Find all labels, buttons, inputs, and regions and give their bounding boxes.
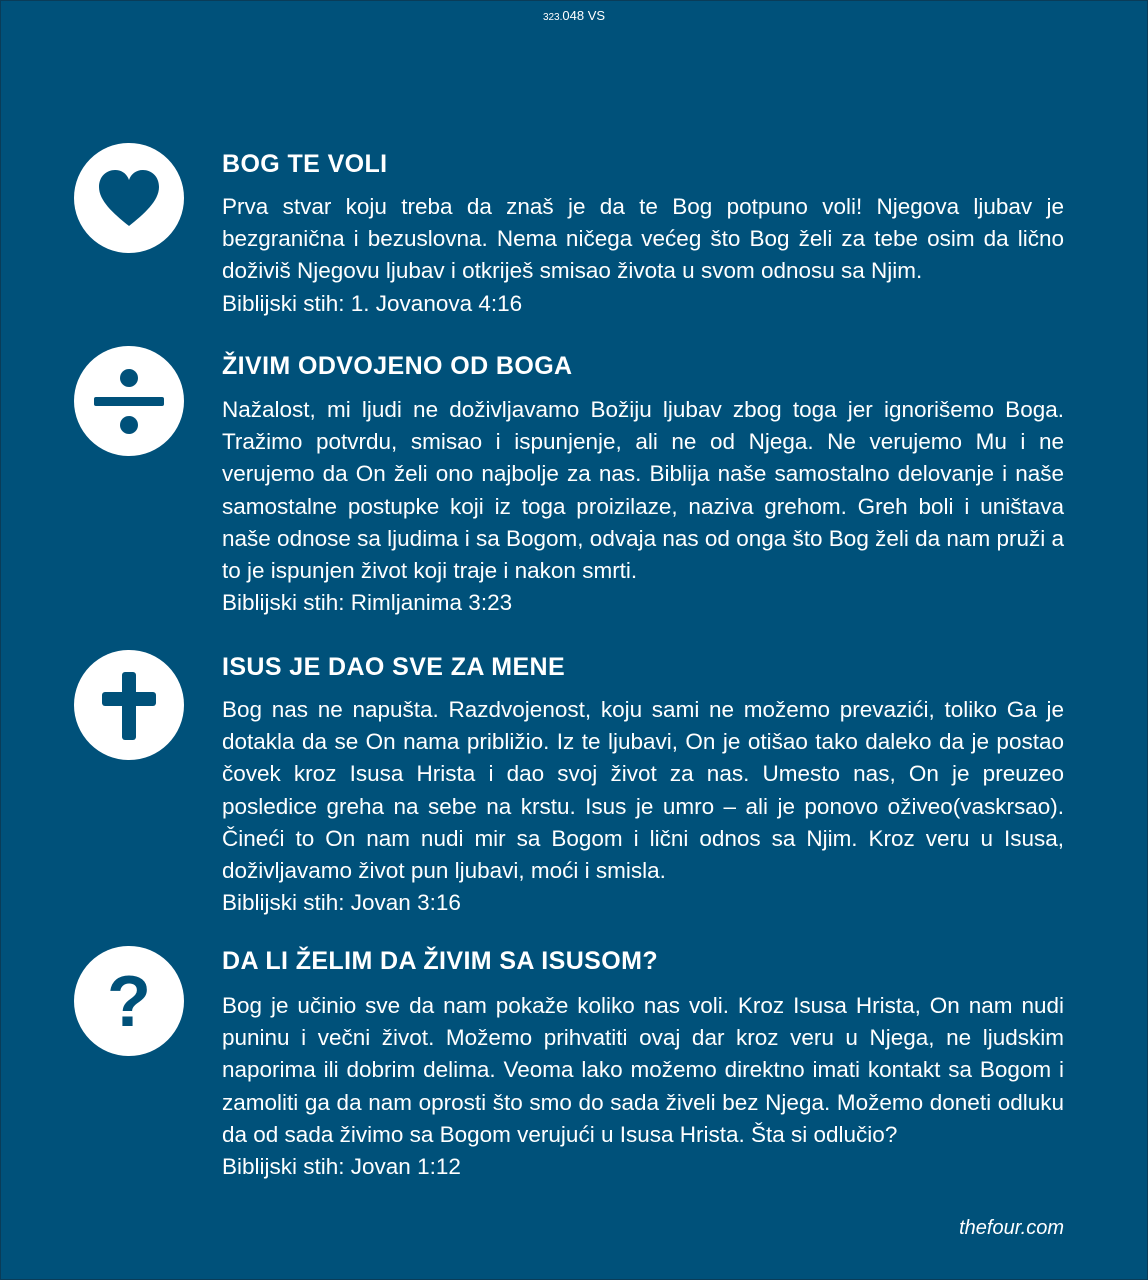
bible-verse-reference: Biblijski stih: Rimljanima 3:23 xyxy=(222,590,513,616)
question-icon xyxy=(74,946,184,1056)
section-text xyxy=(222,394,1064,619)
section-text xyxy=(222,694,1064,919)
print-code xyxy=(0,8,1148,23)
cross-icon xyxy=(74,650,184,760)
print-code-prefix: 323. xyxy=(542,12,563,23)
section-title: BOG TE VOLI xyxy=(222,150,388,178)
heart-icon xyxy=(74,143,184,253)
bible-verse-reference: Biblijski stih: Jovan 1:12 xyxy=(222,1154,461,1180)
section-text xyxy=(222,191,1064,320)
bible-verse-reference: Biblijski stih: 1. Jovanova 4:16 xyxy=(222,290,523,316)
section-title: ISUS JE DAO SVE ZA MENE xyxy=(222,653,566,681)
svg-text:?: ? xyxy=(107,962,151,1042)
section-text xyxy=(222,990,1064,1183)
section-paragraph: Prva stvar koju treba da znaš je da te Bog potpuno voli! Njegova ljubav je bezgranična i bezuslovna. Nema ničega većeg što Bog želi za tebe osim da lično doživiš Njegovu ljubav i otkriješ smisao života u svom odnosu sa Njim. xyxy=(222,194,1064,284)
print-code-main: 048 VS xyxy=(562,8,606,23)
divide-icon xyxy=(74,346,184,456)
section-paragraph: Bog je učinio sve da nam pokaže koliko nas voli. Kroz Isusa Hrista, On nam nudi puninu i večni život. Možemo prihvatiti ovaj dar kroz veru u Njega, ne ljudskim naporima ili dobrim delima. Veoma lako možemo direktno imati kontakt sa Bogom i zamoliti ga da nam oprosti što smo do sada živeli bez Njega. Možemo doneti odluku da od sada živimo sa Bogom verujući u Isusa Hrista. Šta si odlučio? xyxy=(222,993,1064,1147)
section-title: ŽIVIM ODVOJENO OD BOGA xyxy=(222,352,573,380)
bible-verse-reference: Biblijski stih: Jovan 3:16 xyxy=(222,890,461,916)
website-link[interactable]: thefour.com xyxy=(959,1217,1064,1239)
section-paragraph: Bog nas ne napušta. Razdvojenost, koju sami ne možemo prevazići, toliko Ga je dotakla da se On nama približio. Iz te ljubavi, On je otišao tako daleko da je postao čovek kroz Isusa Hrista i dao svoj život za nas. Umesto nas, On je preuzeo posledice greha na sebe na krstu. Isus je umro – ali je ponovo oživeo(vaskrsao). Čineći to On nam nudi mir sa Bogom i lični odnos sa Njim. Kroz veru u Isusa, doživljavamo život pun ljubavi, moći i smisla. xyxy=(222,697,1064,884)
section-title: DA LI ŽELIM DA ŽIVIM SA ISUSOM? xyxy=(222,947,658,975)
section-paragraph: Nažalost, mi ljudi ne doživljavamo Božiju ljubav zbog toga jer ignorišemo Boga. Tražimo potvrdu, smisao i ispunjenje, ali ne od Njega. Ne verujemo Mu i ne verujemo da On želi ono najbolje za nas. Biblija naše samostalno delovanje i naše samostalne postupke koji iz toga proizilaze, naziva grehom. Greh boli i uništava naše odnose sa ljudima i sa Bogom, odvaja nas od onga što Bog želi da nam pruži a to je ispunjen život koji traje i nakon smrti. xyxy=(222,397,1064,584)
